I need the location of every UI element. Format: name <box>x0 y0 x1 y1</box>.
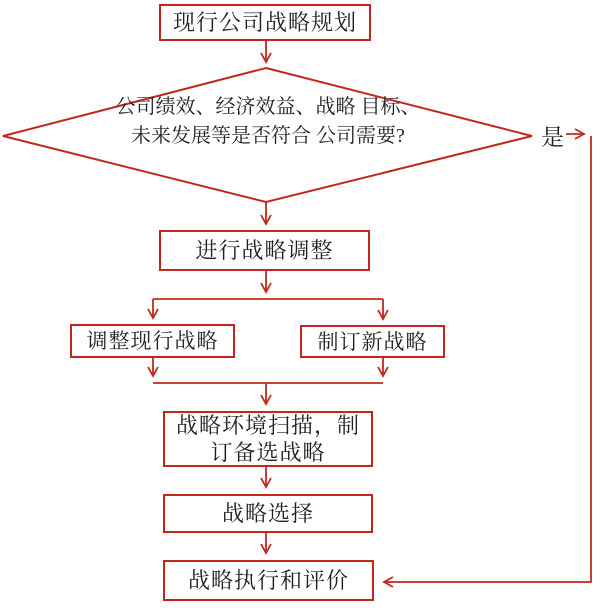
decision-line-2: 目标、未来发展等是否符合 <box>131 96 421 147</box>
node-strategy-execution <box>163 560 374 601</box>
node-adjust-current-strategy <box>70 324 235 358</box>
yes-return-line <box>384 136 591 582</box>
node-new-strategy <box>300 325 445 358</box>
node-adjust-strategy-label: 进行战略调整 <box>195 237 334 263</box>
node-new-strategy-label: 制订新战略 <box>317 329 428 354</box>
node-adjust-current-strategy-label: 调整现行战略 <box>86 329 219 353</box>
yes-branch-label: 是 <box>541 125 564 150</box>
decision-line-1: 公司绩效、经济效益、战略 <box>115 96 356 118</box>
node-start-label: 现行公司战略规划 <box>172 9 357 35</box>
node-strategy-selection <box>163 494 373 533</box>
node-environment-scan-label <box>176 412 360 466</box>
node-adjust-strategy <box>159 230 370 271</box>
decision-line-3: 公司需要? <box>316 125 405 147</box>
node-strategy-execution-label: 战略执行和评价 <box>187 567 349 593</box>
node-start <box>159 4 371 41</box>
node-strategy-selection-label: 战略选择 <box>221 500 314 526</box>
node-environment-scan <box>163 411 373 467</box>
scan-line-2: 订备选战略 <box>210 440 326 465</box>
scan-line-1: 战略环境扫描，制 <box>175 413 360 438</box>
node-decision-label <box>108 93 428 151</box>
